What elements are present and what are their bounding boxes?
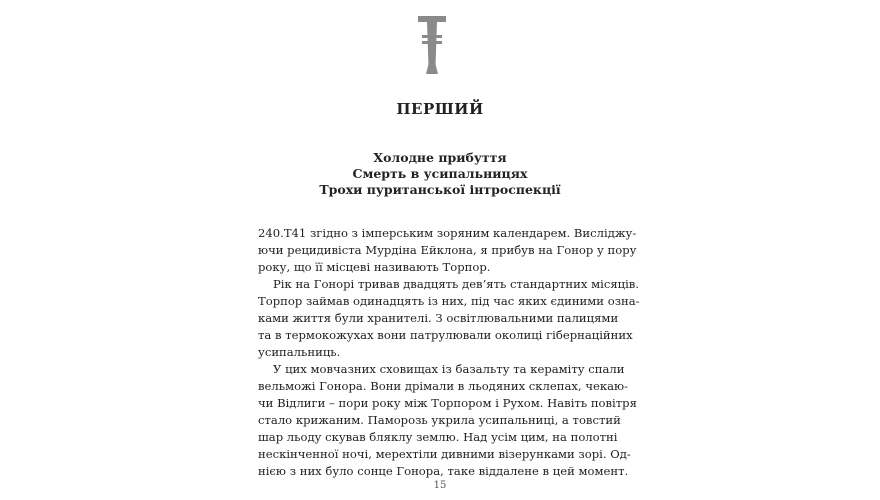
body-line: та в термокожухах вони патрулювали околиці гібернаційних [258,328,633,342]
body-line: Торпор займав одинадцять із них, під час яких єдиними озна- [258,294,640,308]
body-line: шар льоду скував бляклу землю. Над усім цим, на полотні [258,430,618,444]
body-line: У цих мовчазних сховищах із базальту та кераміту спали [273,362,625,376]
body-line: 240.Т41 згідно з імперським зоряним календарем. Висліджу- [258,226,637,240]
body-line: вельможі Гонора. Вони дрімали в льодяних склепах, чекаю- [258,379,629,393]
chapter-body [258,225,640,480]
summary-line: Холодне прибуття [373,150,507,165]
body-line: ками життя були хранителі. З освітлювальними палицями [258,311,619,325]
summary-line: Трохи пуританської інтроспекції [319,182,561,197]
body-line: Рік на Гонорі тривав двадцять дев’ять стандартних місяців. [273,277,640,291]
page-number: 15 [433,480,447,491]
body-line: року, що її місцеві називають Торпор. [258,260,491,274]
body-line: усипальниць. [258,345,341,359]
body-line: нією з них було сонце Гонора, таке віддалене в цей момент. [258,464,629,478]
body-line: нескінченної ночі, мерехтіли дивними візерунками зорі. Од- [258,447,631,461]
chapter-numeral-icon [418,16,446,74]
chapter-title: ПЕРШИЙ [396,100,484,118]
chapter-summary [0,150,880,198]
body-line: стало крижаним. Паморозь укрила усипальниці, а товстий [258,413,621,427]
summary-line: Смерть в усипальницях [352,166,528,181]
body-line: ючи рецидивіста Мурдіна Ейклона, я прибув на Гонор у пору [258,243,637,257]
body-line: чи Відлиги – пори року між Торпором і Рухом. Навіть повітря [258,396,637,410]
